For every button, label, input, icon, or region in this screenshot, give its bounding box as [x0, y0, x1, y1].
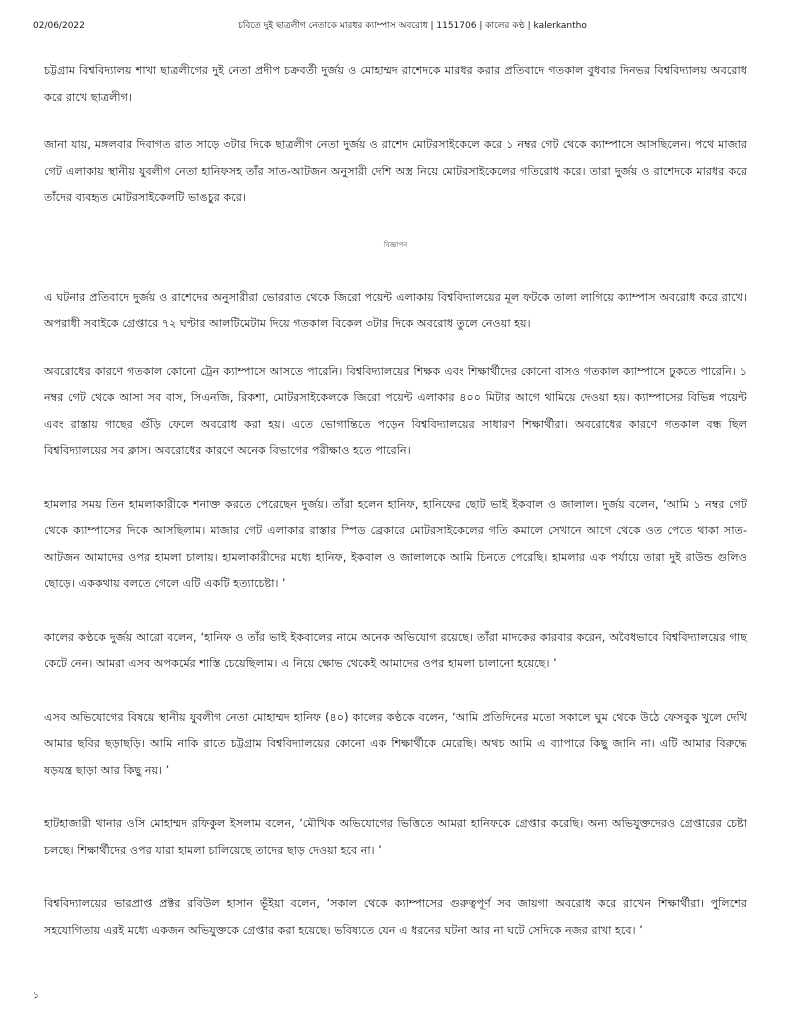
article-paragraph-1: চট্টগ্রাম বিশ্ববিদ্যালয় শাখা ছাত্রলীগের দুই নেতা প্রদীপ চক্রবর্তী দুর্জয় ও মোহাম্মদ রাশেদকে মারধর করার প্রতিবাদে গতকাল বুধবার দিনভর বিশ্ববিদ্যালয় অবরোধ করে রাখে ছাত্রলীগ।	[44, 64, 747, 104]
article-paragraph-2: জানা যায়, মঙ্গলবার দিবাগত রাত সাড়ে ৩টার দিকে ছাত্রলীগ নেতা দুর্জয় ও রাশেদ মোটরসাইকেলে করে ১ নম্বর গেট থেকে ক্যাম্পাসে আসছিলেন। পথে মাজার গেট এলাকায় স্থানীয় যুবলীগ নেতা হানিফসহ তাঁর সাত-আটজন অনুসারী দেশি অস্ত্র নিয়ে মোটরসাইকেলের গতিরোধ করে। তারা দুর্জয় ও রাশেদকে মারধর করে তাঁদের ব্যবহৃত মোটরসাইকেলটি ভাঙচুর করে।	[44, 138, 747, 204]
article-paragraph-5: হামলার সময় তিন হামলাকারীকে শনাক্ত করতে পেরেছেন দুর্জয়। তাঁরা হলেন হানিফ, হানিফের ছোট ভাই ইকবাল ও জালাল। দুর্জয় বলেন, ‘আমি ১ নম্বর গেট থেকে ক্যাম্পাসের দিকে আসছিলাম। মাজার গেট এলাকার রাস্তার স্পিড ব্রেকারে মোটরসাইকেলের গতি কমালে সেখানে আগে থেকে ওত পেতে থাকা সাত-আটজন আমাদের ওপর হামলা চালায়। হামলাকারীদের মধ্যে হানিফ, ইকবাল ও জালালকে আমি চিনতে পেরেছি। হামলার এক পর্যায়ে তারা দুই রাউন্ড গুলিও ছোড়ে। এককথায় বলতে গেলে এটি একটি হত্যাচেষ্টা। ’	[44, 497, 747, 590]
article-paragraph-7: এসব অভিযোগের বিষয়ে স্থানীয় যুবলীগ নেতা মোহাম্মদ হানিফ (৪০) কালের কণ্ঠকে বলেন, ‘আমি প্রতিদিনের মতো সকালে ঘুম থেকে উঠে ফেসবুক খুলে দেখি আমার ছবির ছড়াছড়ি। আমি নাকি রাতে চট্টগ্রাম বিশ্ববিদ্যালয়ের কোনো এক শিক্ষার্থীকে মেরেছি। অথচ আমি এ ব্যাপারে কিছু জানি না। এটি আমার বিরুদ্ধে ষড়যন্ত্র ছাড়া আর কিছু নয়। ’	[44, 710, 747, 777]
article-paragraph-9: বিশ্ববিদ্যালয়ের ভারপ্রাপ্ত প্রক্টর রবিউল হাসান ভূঁইয়া বলেন, ‘সকাল থেকে ক্যাম্পাসের গুরুত্বপূর্ণ সব জায়গা অবরোধ করে রাখেন শিক্ষার্থীরা। পুলিশের সহযোগিতায় এরই মধ্যে একজন অভিযুক্তকে গ্রেপ্তার করা হয়েছে। ভবিষ্যতে যেন এ ধরনের ঘটনা আর না ঘটে সেদিকে নজর রাখা হবে। ’	[44, 897, 747, 937]
page-number: ১	[33, 991, 39, 1001]
article-paragraph-4: অবরোধের কারণে গতকাল কোনো ট্রেন ক্যাম্পাসে আসতে পারেনি। বিশ্ববিদ্যালয়ের শিক্ষক এবং শিক্ষার্থীদের কোনো বাসও গতকাল ক্যাম্পাসে ঢুকতে পারেনি। ১ নম্বর গেট থেকে আসা সব বাস, সিএনজি, রিকশা, মোটরসাইকেলকে জিরো পয়েন্ট এলাকার ৪০০ মিটার আগে থামিয়ে দেওয়া হয়। ক্যাম্পাসের বিভিন্ন পয়েন্ট এবং রাস্তায় গাছের গুঁড়ি ফেলে অবরোধ করা হয়। এতে ভোগান্তিতে পড়েন বিশ্ববিদ্যালয়ের সাধারণ শিক্ষার্থীরা। অবরোধের কারণে গতকাল বন্ধ ছিল বিশ্ববিদ্যালয়ের সব ক্লাস। অবরোধের কারণে অনেক বিভাগের পরীক্ষাও হতে পারেনি।	[44, 364, 747, 457]
advertisement-label: বিজ্ঞাপন	[383, 240, 408, 249]
print-header	[33, 18, 758, 34]
article-paragraph-3: এ ঘটনার প্রতিবাদে দুর্জয় ও রাশেদের অনুসারীরা ভোররাত থেকে জিরো পয়েন্ট এলাকায় বিশ্ববিদ্যালয়ের মূল ফটকে তালা লাগিয়ে ক্যাম্পাস অবরোধ করে রাখে। অপরাধী সবাইকে গ্রেপ্তারে ৭২ ঘণ্টার আলটিমেটাম দিয়ে গতকাল বিকেল ৩টার দিকে অবরোধ তুলে নেওয়া হয়।	[44, 290, 747, 330]
print-page-title: চবিতে দুই ছাত্রলীগ নেতাকে মারধর ক্যাম্পাস অবরোধ | 1151706 | কালের কণ্ঠ | kalerkantho	[238, 21, 587, 31]
article-paragraph-8: হাটহাজারী থানার ওসি মোহাম্মদ রফিকুল ইসলাম বলেন, ‘মৌখিক অভিযোগের ভিত্তিতে আমরা হানিফকে গ্রেপ্তার করেছি। অন্য অভিযুক্তদেরও গ্রেপ্তারের চেষ্টা চলছে। শিক্ষার্থীদের ওপর যারা হামলা চালিয়েছে তাদের ছাড় দেওয়া হবে না। ’	[44, 817, 747, 857]
article-paragraph-6: কালের কণ্ঠকে দুর্জয় আরো বলেন, ‘হানিফ ও তাঁর ভাই ইকবালের নামে অনেক অভিযোগ রয়েছে। তাঁরা মাদকের কারবার করেন, অবৈধভাবে বিশ্ববিদ্যালয়ের গাছ কেটে নেন। আমরা এসব অপকর্মের শাস্তি চেয়েছিলাম। এ নিয়ে ক্ষোভ থেকেই আমাদের ওপর হামলা চালানো হয়েছে। ’	[44, 630, 747, 670]
print-date: 02/06/2022	[33, 21, 85, 31]
article-body	[44, 58, 747, 971]
